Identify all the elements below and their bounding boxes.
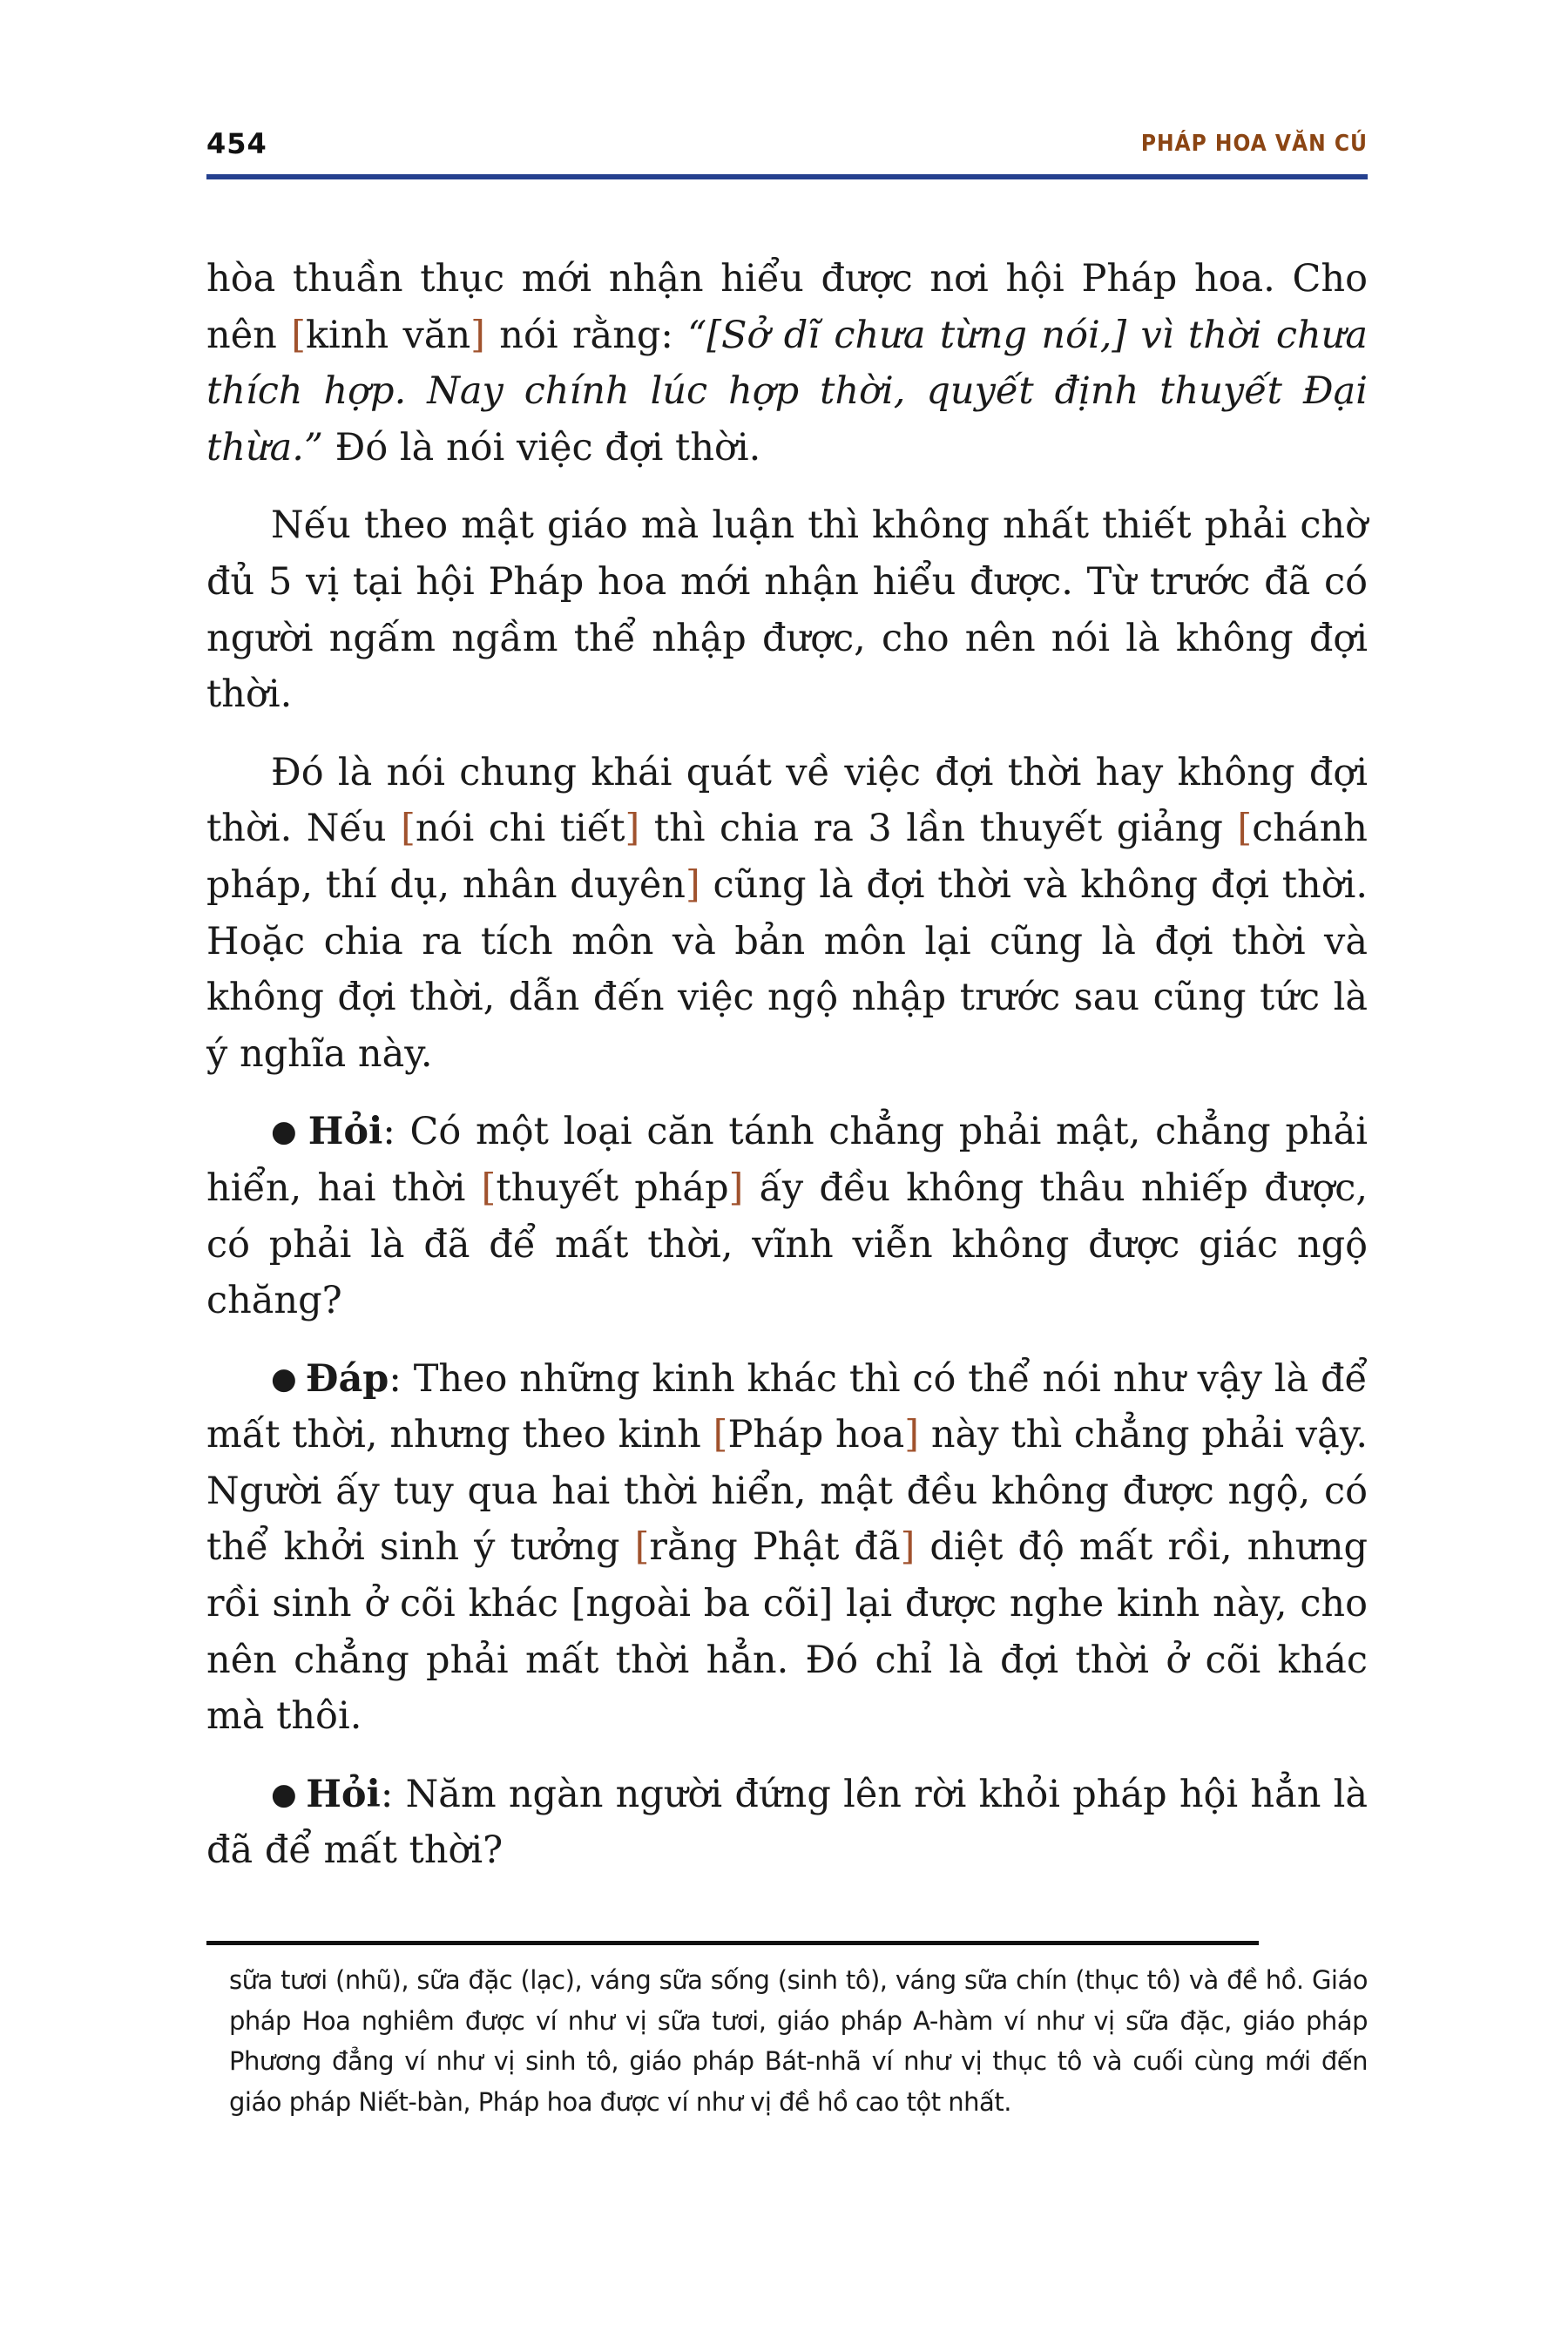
- bracket-close: ]: [470, 313, 485, 357]
- bracket-close: ]: [904, 1413, 920, 1457]
- paragraph-1: [206, 251, 1368, 476]
- bracketed-text: rằng Phật đã: [649, 1525, 901, 1570]
- bracketed-text: nói chi tiết: [415, 807, 625, 851]
- bracket-open: [: [291, 313, 306, 357]
- footnote-rule: [206, 1941, 1259, 1945]
- answer-paragraph: [206, 1351, 1368, 1745]
- text: : Theo những kinh khác thì có thể nói như vậy là để mất thời, nhưng theo kinh: [206, 1356, 1368, 1457]
- question-label: Hỏi: [306, 1772, 381, 1816]
- bracket-open: [: [1237, 807, 1253, 851]
- sutra-quote: “[Sở dĩ chưa từng nói,] vì thời chưa thích hợp. Nay chính lúc hợp thời, quyết định thuyết Đại thừa.”: [206, 313, 1368, 470]
- bracket-open: [: [634, 1525, 650, 1570]
- bracket-open: [: [401, 807, 416, 851]
- book-title: PHÁP HOA VĂN CÚ: [1140, 131, 1368, 157]
- question-paragraph-1: [206, 1104, 1368, 1328]
- bullet-icon: ●: [271, 1361, 297, 1396]
- text: Đó là nói chung khái quát về việc đợi thời hay không đợi thời. Nếu: [206, 750, 1368, 851]
- body-text: [206, 251, 1368, 1901]
- text: này thì chẳng phải vậy. Người ấy tuy qua hai thời hiển, mật đều không được ngộ, có thể khởi sinh ý tưởng: [206, 1413, 1368, 1570]
- text: : Có một loại căn tánh chẳng phải mật, chẳng phải hiển, hai thời: [206, 1110, 1368, 1210]
- text: Đó là nói việc đợi thời.: [322, 425, 761, 470]
- answer-label: Đáp: [305, 1356, 389, 1401]
- bracketed-text: chánh pháp, thí dụ, nhân duyên: [206, 807, 1369, 907]
- question-paragraph-2: [206, 1767, 1368, 1879]
- text: : Năm ngàn người đứng lên rời khỏi pháp hội hẳn là đã để mất thời?: [206, 1772, 1369, 1873]
- question-label: Hỏi: [308, 1110, 383, 1154]
- bullet-icon: ●: [271, 1114, 300, 1150]
- header-rule: [206, 174, 1368, 179]
- page-number: 454: [206, 127, 267, 160]
- text: thì chia ra 3 lần thuyết giảng: [639, 807, 1238, 851]
- text: diệt độ mất rồi, nhưng rồi sinh ở cõi khác [ngoài ba cõi] lại được nghe kinh này, cho nên chẳng phải mất thời hẳn. Đó chỉ là đợi thời ở cõi khác mà thôi.: [206, 1525, 1368, 1739]
- bracketed-text: Pháp hoa: [727, 1413, 905, 1457]
- running-head: [206, 122, 1368, 171]
- footnote: [229, 1960, 1368, 2123]
- bracket-open: [: [713, 1413, 728, 1457]
- bracket-close: ]: [728, 1166, 744, 1210]
- bracket-close: ]: [900, 1525, 916, 1570]
- paragraph-2: Nếu theo mật giáo mà luận thì không nhất thiết phải chờ đủ 5 vị tại hội Pháp hoa mới nhận hiểu được. Từ trước đã có người ngấm ngầm thể nhập được, cho nên nói là không đợi thời.: [206, 504, 1368, 717]
- text: cũng là đợi thời và không đợi thời. Hoặc chia ra tích môn và bản môn lại cũng là đợi thời và không đợi thời, dẫn đến việc ngộ nhập trước sau cũng tức là ý nghĩa này.: [206, 862, 1368, 1076]
- bracketed-text: thuyết pháp: [496, 1166, 729, 1210]
- bracket-close: ]: [685, 862, 700, 907]
- text: nói rằng:: [484, 313, 688, 357]
- bracketed-text: kinh văn: [305, 313, 471, 357]
- bracket-open: [: [481, 1166, 497, 1210]
- bracket-close: ]: [625, 807, 640, 851]
- text: hòa thuần thục mới nhận hiểu được nơi hội Pháp hoa. Cho nên: [206, 257, 1368, 357]
- text: ấy đều không thâu nhiếp được, có phải là đã để mất thời, vĩnh viễn không được giác ngộ chăng?: [206, 1166, 1369, 1323]
- bullet-icon: ●: [271, 1776, 298, 1812]
- paragraph-3: [206, 745, 1368, 1083]
- footnote-text: sữa tươi (nhũ), sữa đặc (lạc), váng sữa sống (sinh tô), váng sữa chín (thục tô) và đề hồ. Giáo pháp Hoa nghiêm được ví như vị sữa tươi, giáo pháp A-hàm ví như vị sữa đặc, giáo pháp Phương đẳng ví như vị sinh tô, giáo pháp Bát-nhã ví như vị thục tô và cuối cùng mới đến giáo pháp Niết-bàn, Pháp hoa được ví như vị đề hồ cao tột nhất.: [229, 1965, 1368, 2118]
